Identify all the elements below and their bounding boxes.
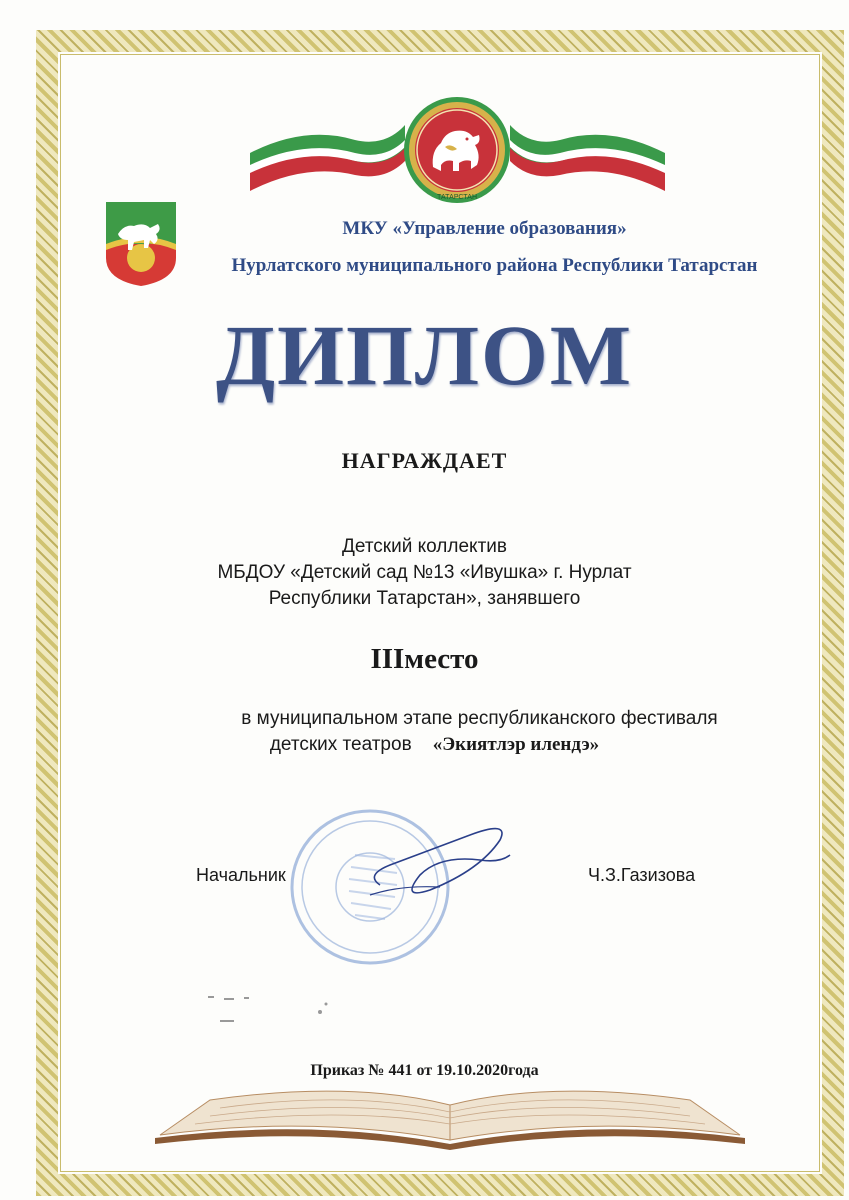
signatory-name: Ч.З.Газизова <box>588 865 696 885</box>
handwritten-signature-icon <box>360 815 520 905</box>
recipient-line-3: Республики Татарстан», занявшего <box>268 588 581 609</box>
tatarstan-emblem-icon <box>245 95 670 205</box>
festival-line-2-prefix: детских театров <box>269 734 433 755</box>
recipient-line-1: Детский коллектив <box>342 536 507 557</box>
award-place: IIIместо <box>370 643 479 675</box>
print-specks <box>200 990 340 1030</box>
festival-line-1: в муниципальном этапе республиканского фестиваля <box>241 708 718 729</box>
organization-name: МКУ «Управление образования» <box>342 218 627 239</box>
svg-text:ТАТАРСТАН: ТАТАРСТАН <box>436 194 478 201</box>
festival-line-2 <box>10 732 849 757</box>
order-reference: Приказ № 441 от 19.10.2020года <box>310 1062 539 1079</box>
district-name: Нурлатского муниципального района Республики Татарстан <box>231 255 758 276</box>
signatory-position: Начальник <box>196 865 286 885</box>
diploma-title: ДИПЛОМ <box>215 307 634 403</box>
recipient-line-2: МБДОУ «Детский сад №13 «Ивушка» г. Нурлат <box>217 562 632 583</box>
festival-name: «Экиятлэр илендэ» <box>432 734 600 755</box>
awards-heading: НАГРАЖДАЕТ <box>341 448 508 473</box>
